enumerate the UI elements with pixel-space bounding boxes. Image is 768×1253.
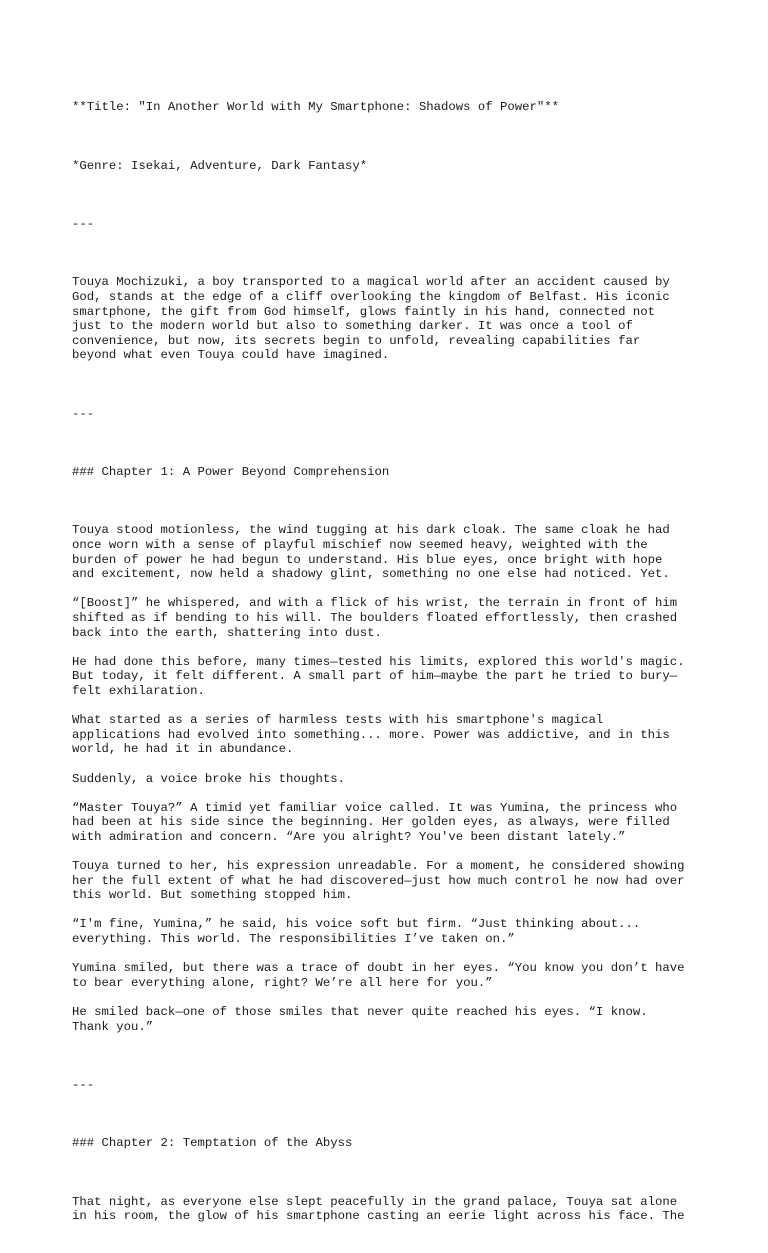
chapter-2-body xyxy=(72,1195,712,1224)
chapter-1-line: But today, it felt different. A small part of him—maybe the part he tried to bury— xyxy=(72,669,678,684)
chapter-1-line: “I'm fine, Yumina,” he said, his voice soft but firm. “Just thinking about... xyxy=(72,917,641,932)
chapter-1-paragraph xyxy=(72,917,712,946)
chapter-1-paragraph xyxy=(72,1005,712,1034)
intro-paragraph xyxy=(72,275,712,363)
chapter-1-line: Suddenly, a voice broke his thoughts. xyxy=(72,771,346,786)
separator-3: --- xyxy=(72,1077,95,1092)
chapter-1-paragraph xyxy=(72,801,712,845)
chapter-1-line: with admiration and concern. “Are you alright? You've been distant lately.” xyxy=(72,829,626,844)
intro-line: smartphone, the gift from God himself, glows faintly in his hand, connected not xyxy=(72,304,655,319)
chapter-1-line: world, he had it in abundance. xyxy=(72,742,294,757)
genre-line: *Genre: Isekai, Adventure, Dark Fantasy* xyxy=(72,158,368,173)
chapter-2-heading: ### Chapter 2: Temptation of the Abyss xyxy=(72,1136,353,1151)
chapter-1-line: had been at his side since the beginning. Her golden eyes, as always, were filled xyxy=(72,815,670,830)
intro-line: convenience, but now, its secrets begin to unfold, revealing capabilities far xyxy=(72,333,641,348)
document-page xyxy=(72,71,712,1253)
intro-line: Touya Mochizuki, a boy transported to a magical world after an accident caused by xyxy=(72,275,670,290)
chapter-1-paragraph xyxy=(72,655,712,699)
chapter-1-line: “[Boost]” he whispered, and with a flick of his wrist, the terrain in front of him xyxy=(72,596,678,611)
chapter-1-line: this world. But something stopped him. xyxy=(72,888,353,903)
chapter-1-line: back into the earth, shattering into dust. xyxy=(72,625,382,640)
chapter-1-line: and excitement, now held a shadowy glint, something no one else had noticed. Yet. xyxy=(72,567,670,582)
chapter-1-paragraph xyxy=(72,523,712,581)
chapter-1-line: burden of power he had begun to understand. His blue eyes, once bright with hope xyxy=(72,552,663,567)
chapter-1-line: to bear everything alone, right? We’re all here for you.” xyxy=(72,975,493,990)
chapter-1-line: He smiled back—one of those smiles that never quite reached his eyes. “I know. xyxy=(72,1005,648,1019)
chapter-1-heading: ### Chapter 1: A Power Beyond Comprehension xyxy=(72,465,390,480)
chapter-1-body xyxy=(72,523,712,1034)
chapter-1-line: Thank you.” xyxy=(72,1019,154,1034)
chapter-1-line: Touya turned to her, his expression unreadable. For a moment, he considered showing xyxy=(72,859,685,874)
chapter-1-line: He had done this before, many times—tested his limits, explored this world's magic. xyxy=(72,654,685,669)
chapter-1-line: shifted as if bending to his will. The boulders floated effortlessly, then crashed xyxy=(72,610,678,625)
chapter-1-line: “Master Touya?” A timid yet familiar voice called. It was Yumina, the princess who xyxy=(72,800,678,815)
chapter-1-paragraph xyxy=(72,772,712,787)
chapter-1-line: once worn with a sense of playful mischief now seemed heavy, weighted with the xyxy=(72,538,648,552)
title-line: **Title: "In Another World with My Smartphone: Shadows of Power"** xyxy=(72,100,560,115)
chapter-1-line: everything. This world. The responsibilities I’ve taken on.” xyxy=(72,932,515,947)
chapter-1-line: her the full extent of what he had discovered—just how much control he now had over xyxy=(72,873,685,888)
chapter-2-line: That night, as everyone else slept peacefully in the grand palace, Touya sat alone xyxy=(72,1194,678,1209)
chapter-1-line: What started as a series of harmless tests with his smartphone's magical xyxy=(72,713,604,728)
chapter-1-line: Yumina smiled, but there was a trace of doubt in her eyes. “You know you don’t have xyxy=(72,961,685,976)
chapter-2-line: in his room, the glow of his smartphone casting an eerie light across his face. The xyxy=(72,1209,685,1224)
intro-line: just to the modern world but also to something darker. It was once a tool of xyxy=(72,319,633,334)
chapter-1-paragraph xyxy=(72,859,712,903)
separator-2: --- xyxy=(72,406,95,421)
chapter-1-line: applications had evolved into something... more. Power was addictive, and in this xyxy=(72,727,670,742)
chapter-1-line: Touya stood motionless, the wind tugging at his dark cloak. The same cloak he had xyxy=(72,523,670,538)
chapter-1-paragraph xyxy=(72,961,712,990)
separator-1: --- xyxy=(72,216,95,231)
chapter-1-line: felt exhilaration. xyxy=(72,683,205,698)
intro-line: God, stands at the edge of a cliff overlooking the kingdom of Belfast. His iconic xyxy=(72,289,670,304)
intro-line: beyond what even Touya could have imagined. xyxy=(72,348,390,363)
chapter-1-paragraph xyxy=(72,596,712,640)
chapter-1-paragraph xyxy=(72,713,712,757)
chapter-2-paragraph xyxy=(72,1195,712,1224)
